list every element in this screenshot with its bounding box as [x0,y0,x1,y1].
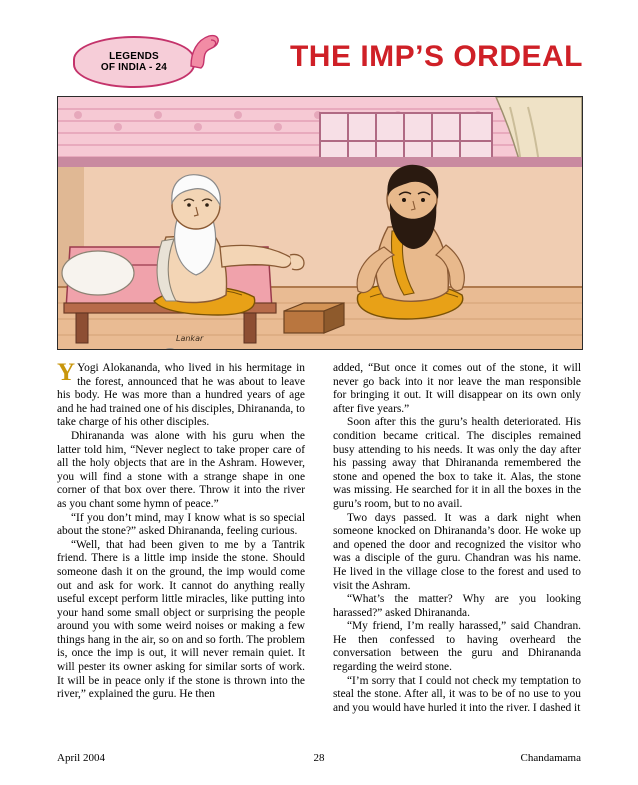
paragraph: Dhirananda was alone with his guru when the latter told him, “Never neglect to take proper care of all the holy objects that are in the Ashram. However, you will find a stone with a strange shape in one corner of that box over there. Throw it into the river as you chant some hymn of peace.” [57,429,305,510]
paragraph: “I’m sorry that I could not check my temptation to steal the stone. After all, it was to be of no use to you and you would have hurled it into the river. I dashed it [333,674,581,714]
paragraph: “Well, that had been given to me by a Tantrik friend. There is a little imp inside the stone. Should someone dash it on the ground, the imp would come out and ask for work. It cannot do anything really useful except perform little miracles, like putting into your hand some small object or surprising the people around you with some weird noises or making a few things hang in the air, so on and so forth. The problem is, once the imp is out, it will never remain quiet. It will pester its owner asking for similar sorts of work. It will be in peace only if the stone is thrown into the river,” explained the guru. He then [57,538,305,701]
series-badge [73,36,195,88]
magazine-name: Chandamama [520,752,581,764]
paragraph-text: Yogi Alokananda, who lived in his hermitage in the forest, announced that he was about to leave his body. He was more than a hundred years of age and he had trained one of his disciples, Dhirananda, to take charge of his other disciples. [57,362,305,429]
story-illustration [57,96,583,350]
series-label-line1: LEGENDS [109,50,159,62]
body-column-right [333,362,581,715]
paragraph: “My friend, I’m really harassed,” said Chandran. He then confessed to having overheard the conversation between the guru and Dhirananda regarding the weird stone. [333,620,581,674]
paragraph: added, “But once it comes out of the stone, it will never go back into it nor leave the man responsible for bringing it out. It will disappear on its own only after five years.” [333,362,581,415]
paragraph: Two days passed. It was a dark night when someone knocked on Dhirananda’s door. He woke up and opened the door and recognized the visitor who was a disciple of the guru. Chandran was his name. He lived in the village close to the forest and used to visit the Ashram. [333,511,581,592]
svg-text:Lankar: Lankar [176,334,204,343]
decorative-flourish-right-icon [187,32,221,70]
paragraph [57,359,305,430]
issue-date: April 2004 [57,752,105,764]
page-number: 28 [313,752,325,764]
paragraph: “If you don’t mind, may I know what is so special about the stone?” asked Dhirananda, feeling curious. [57,511,305,538]
paragraph: Soon after this the guru’s health deteriorated. His condition became critical. The disciples remained busy attending to his needs. It was only the day after his passing away that Dhirananda remembered the stone and opened the box to take it. Alas, the stone was missing. He searched for it in all the boxes in the guru’s room, but to no avail. [333,416,581,510]
page-title: THE IMP’S ORDEAL [289,40,583,73]
illustration-artwork [58,97,582,349]
page-header [55,28,583,94]
paragraph: “What’s the matter? Why are you looking harassed?” asked Dhirananda. [333,593,581,619]
page-footer [57,752,581,770]
body-column-left [57,359,305,702]
drop-cap: Y [57,359,76,386]
series-label-line2: OF INDIA - 24 [100,62,168,73]
article-body [57,359,581,744]
